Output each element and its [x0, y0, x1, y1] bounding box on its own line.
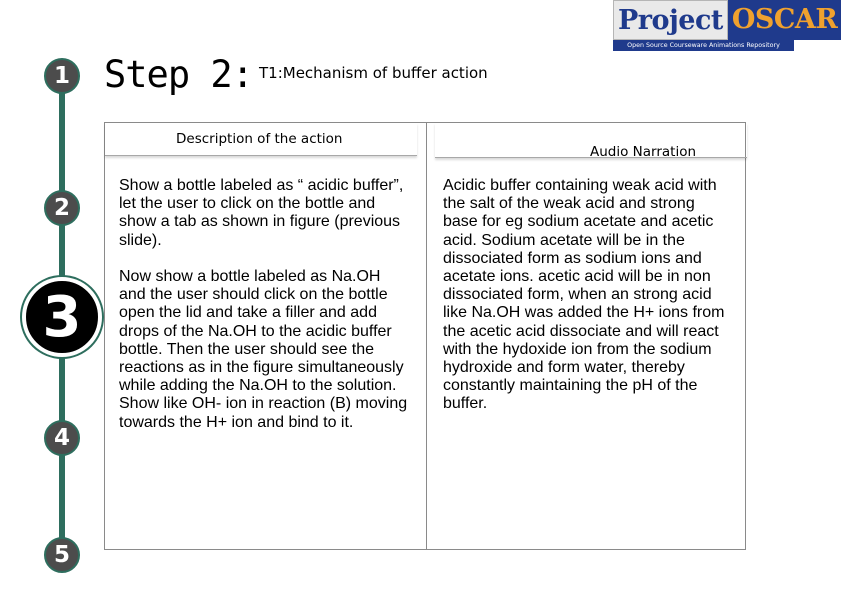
- audio-column-heading: Audio Narration: [590, 144, 697, 160]
- step-2-number: 2: [53, 195, 70, 221]
- description-column-heading: Description of the action: [176, 131, 343, 147]
- logo-tagline: Open Source Courseware Animations Repository: [613, 40, 794, 51]
- step-title: Step 2:: [104, 53, 253, 96]
- logo-word-oscar: OSCAR: [728, 0, 841, 40]
- project-oscar-logo: [613, 0, 838, 52]
- logo-wordmark: [613, 0, 838, 40]
- step-1-marker[interactable]: [44, 58, 80, 94]
- step-4-marker[interactable]: [44, 420, 80, 456]
- step-3-marker-current[interactable]: [22, 277, 102, 357]
- topic-subtitle: T1:Mechanism of buffer action: [259, 64, 488, 82]
- step-5-marker[interactable]: [44, 537, 80, 573]
- step-2-marker[interactable]: [44, 190, 80, 226]
- step-4-number: 4: [53, 425, 70, 451]
- column-divider: [426, 123, 427, 549]
- step-5-number: 5: [53, 542, 70, 568]
- description-text-2: Now show a bottle labeled as Na.OH and the user should click on the bottle open the lid and take a filler and add drops of the Na.OH to the acidic buffer bottle. Then the user should see the reactions as in the figure simultaneously while adding the Na.OH to the solution. Show like OH- ion in reaction (B) moving towards the H+ ion and bind to it.: [119, 268, 408, 431]
- logo-word-project: Project: [613, 0, 728, 40]
- step-1-number: 1: [53, 63, 70, 89]
- audio-narration-text: Acidic buffer containing weak acid with the salt of the weak acid and strong base for eg sodium acetate and acetic acid. Sodium acetate will be in the dissociated form as sodium ions and acetate ions. acetic acid will be in non dissociated form, when an strong acid like Na.OH was added the H+ ions from the acetic acid dissociate and will react with the hydoxide ion from the sodium hydroxide and form water, thereby constantly maintaining the pH of the buffer.: [443, 177, 725, 413]
- description-text-1: Show a bottle labeled as “ acidic buffer”, let the user to click on the bottle and show a tab as shown in figure (previous slide).: [119, 177, 404, 249]
- storyboard-table: [104, 122, 746, 550]
- step-3-number: 3: [42, 284, 82, 350]
